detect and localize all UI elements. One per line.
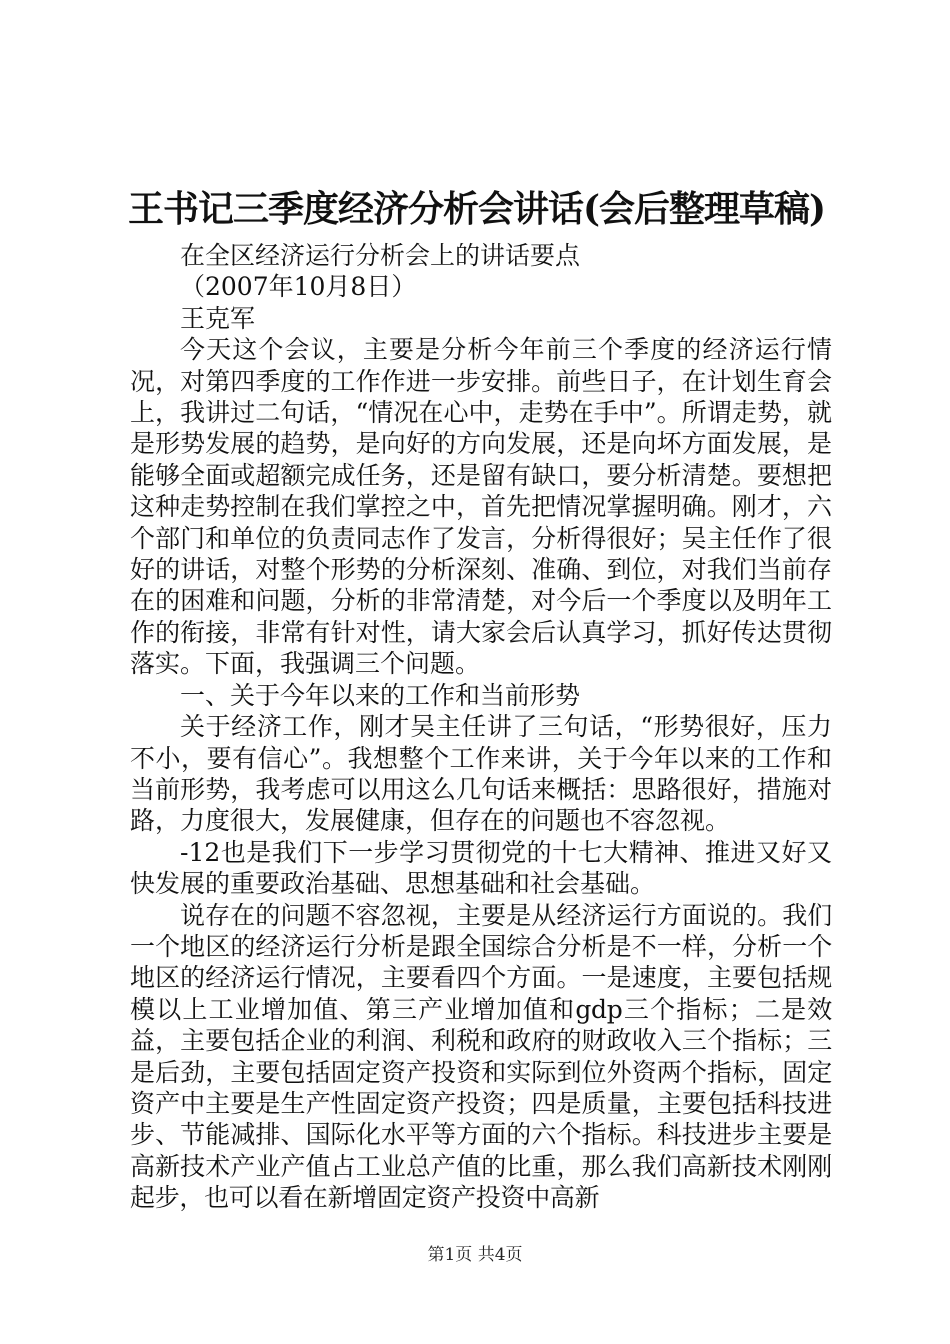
document-title: 王书记三季度经济分析会讲话(会后整理草稿)	[128, 188, 826, 230]
document-body	[130, 240, 832, 1214]
speaker-name: 王克军	[180, 303, 256, 333]
speech-date: （2007年10月8日）	[180, 272, 417, 302]
body-paragraph: 关于经济工作，刚才吴主任讲了三句话，“形势很好，压力不小，要有信心”。我想整个工作来讲，关于今年以来的工作和当前形势，我考虑可以用这么几句话来概括：思路很好，措施对路，力度很大，发展健康，但存在的问题也不容忽视。	[130, 712, 832, 836]
body-paragraph: 说存在的问题不容忽视，主要是从经济运行方面说的。我们一个地区的经济运行分析是跟全国综合分析是不一样，分析一个地区的经济运行情况，主要看四个方面。一是速度，主要包括规模以上工业增加值、第三产业增加值和gdp三个指标；二是效益，主要包括企业的利润、利税和政府的财政收入三个指标；三是后劲，主要包括固定资产投资和实际到位外资两个指标，固定资产中主要是生产性固定资产投资；四是质量，主要包括科技进步、节能减排、国际化水平等方面的六个指标。科技进步主要是高新技术产业产值占工业总产值的比重，那么我们高新技术刚刚起步，也可以看在新增固定资产投资中高新	[130, 900, 832, 1213]
section-heading: 一、关于今年以来的工作和当前形势	[180, 680, 581, 710]
page-number: 第1页 共4页	[427, 1245, 523, 1265]
body-paragraph: -12也是我们下一步学习贯彻党的十七大精神、推进又好又快发展的重要政治基础、思想基础和社会基础。	[130, 837, 832, 899]
speech-subtitle: 在全区经济运行分析会上的讲话要点	[180, 241, 581, 270]
body-paragraph: 今天这个会议，主要是分析今年前三个季度的经济运行情况，对第四季度的工作作进一步安排。前些日子，在计划生育会上，我讲过二句话，“情况在心中，走势在手中”。所谓走势，就是形势发展的趋势，是向好的方向发展，还是向坏方面发展，是能够全面或超额完成任务，还是留有缺口，要分析清楚。要想把这种走势控制在我们掌控之中，首先把情况掌握明确。刚才，六个部门和单位的负责同志作了发言，分析得很好；吴主任作了很好的讲话，对整个形势的分析深刻、准确、到位，对我们当前存在的困难和问题，分析的非常清楚，对今后一个季度以及明年工作的衔接，非常有针对性，请大家会后认真学习，抓好传达贯彻落实。下面，我强调三个问题。	[130, 335, 832, 679]
